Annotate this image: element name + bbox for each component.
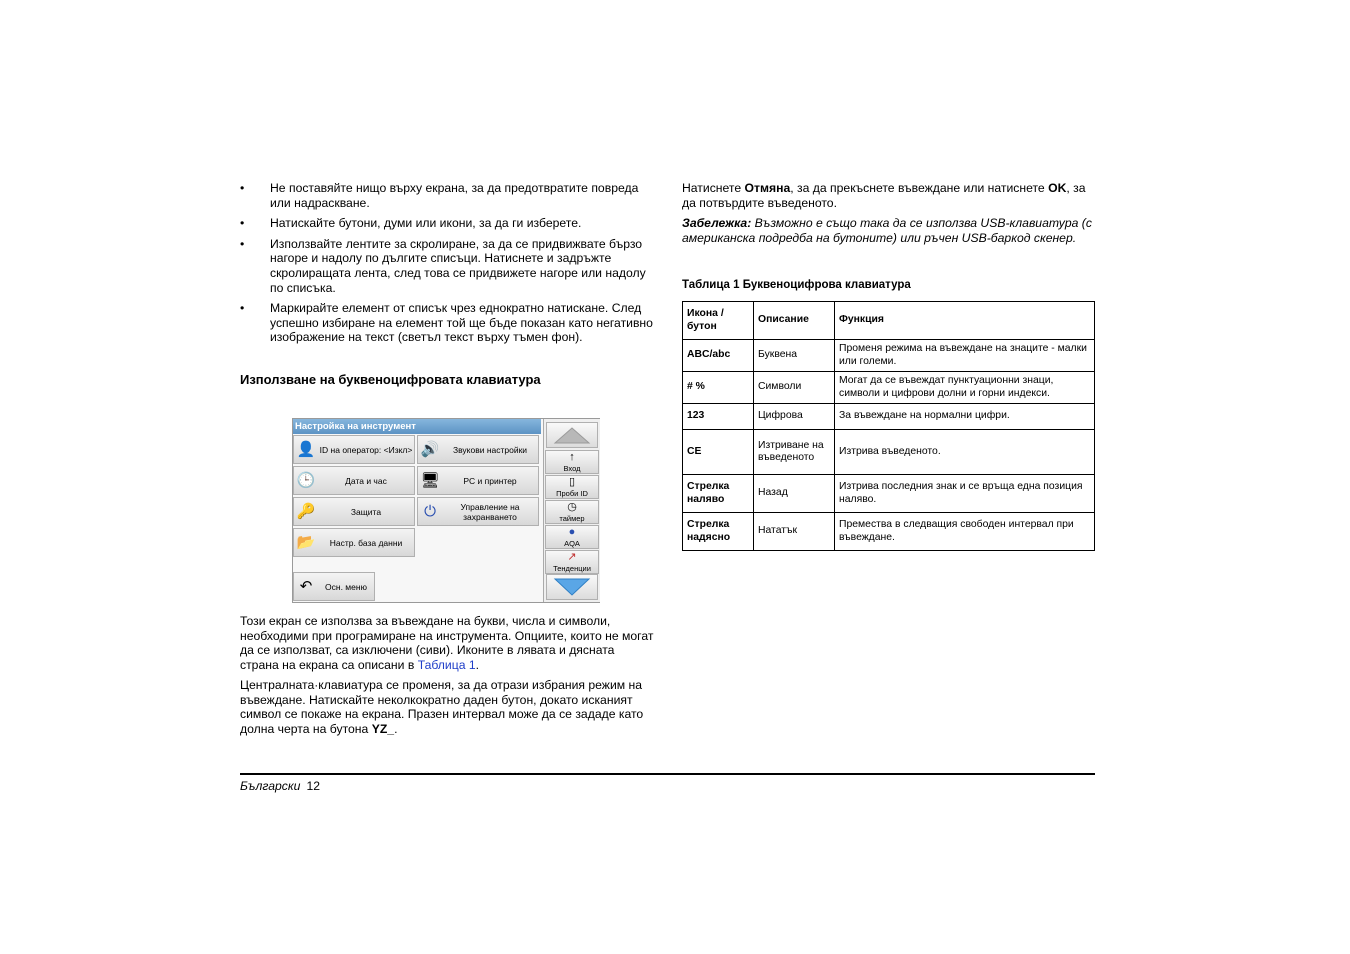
table-row: CE Изтриване на въведеното Изтрива въведеното.: [683, 430, 1095, 475]
footer-rule: [240, 773, 1095, 775]
bullet-list: [240, 181, 655, 351]
timer-icon: ◷: [567, 501, 577, 513]
table-row: 123 Цифрова За въвеждане на нормални цифри.: [683, 404, 1095, 430]
sample-id-button[interactable]: [545, 475, 599, 499]
back-button-label: Осн. меню: [325, 581, 367, 592]
table-row: Стрелка наляво Назад Изтрива последния знак и се връща една позиция наляво.: [683, 475, 1095, 513]
main-menu-button[interactable]: [293, 572, 375, 601]
arrow-down-icon: [547, 575, 597, 599]
tile-database-settings[interactable]: [293, 528, 415, 557]
page-number: 12: [306, 779, 320, 793]
table-header-row: [683, 302, 1095, 340]
table-row: # % Символи Могат да се въвеждат пунктуационни знаци, символи и цифрови долни и горни индекси.: [683, 372, 1095, 404]
clock-calendar-icon: 🕒: [296, 471, 316, 489]
login-button[interactable]: [545, 450, 599, 474]
scroll-down-button[interactable]: [546, 574, 598, 600]
paragraph-cancel-ok: Натиснете Отмяна, за да прекъснете въвеждане или натиснете OK, за да потвърдите въведеното.: [682, 181, 1086, 210]
scroll-up-button[interactable]: [546, 422, 598, 448]
list-item: • Натискайте бутони, думи или икони, за да ги изберете.: [240, 216, 582, 231]
arrow-up-icon: [547, 423, 597, 447]
side-button-label: AQA: [564, 539, 580, 548]
trends-button[interactable]: [545, 550, 599, 574]
screen-title: Настройка на инструмент: [293, 419, 541, 434]
tile-power-management[interactable]: [417, 497, 539, 526]
tile-pc-printer[interactable]: [417, 466, 539, 495]
tile-label: Управление на захранването: [460, 501, 520, 522]
tile-label: Защита: [350, 506, 382, 517]
footer: [240, 779, 320, 793]
tile-label: Дата и час: [345, 475, 387, 486]
side-button-label: Проби ID: [556, 489, 588, 498]
tile-sound-settings[interactable]: [417, 435, 539, 464]
operator-icon: 👤: [296, 440, 316, 458]
list-item: • Маркирайте елемент от списък чрез еднократно натискане. След успешно избиране на елемент той ще бъде показан като негативно изображение на текст (светъл текст върху тъмен фон).: [240, 301, 653, 345]
power-clock-icon: ⏻: [424, 502, 436, 520]
table-row: Стрелка надясно Нататък Премества в следващия свободен интервал при въвеждане.: [683, 513, 1095, 551]
timer-button[interactable]: [545, 500, 599, 524]
speaker-icon: 🔊: [420, 440, 440, 458]
note-label: Забележка:: [682, 216, 752, 230]
section-heading: Използване на буквеноцифровата клавиатура: [240, 372, 541, 387]
tile-label: PC и принтер: [463, 475, 517, 486]
table-caption: Таблица 1 Буквеноцифрова клавиатура: [682, 279, 911, 291]
aqa-icon: ●: [568, 526, 576, 538]
side-button-label: таймер: [559, 514, 585, 523]
pc-printer-icon: 🖥: [420, 471, 440, 489]
aqa-button[interactable]: [545, 525, 599, 549]
table-row: ABC/abc Буквена Променя режима на въвеждане на знаците - малки или големи.: [683, 340, 1095, 372]
tile-label: Звукови настройки: [452, 444, 528, 455]
paragraph-screen-description: Този екран се използва за въвеждане на букви, числа и символи, необходими при програмиране на инструмента. Опциите, които не могат да се използват, са изключени (сиви). Иконите в лявата и дясната страна на екрана са описани в Таблица 1.: [240, 614, 654, 672]
back-arrow-icon: ↶: [299, 577, 313, 595]
login-icon: ↑: [569, 451, 575, 463]
sample-id-icon: ▯: [568, 476, 576, 488]
paragraph-keyboard-modes: Централната·клавиатура се променя, за да отрази избрания режим на въвеждане. Натискайте неколкократно даден бутон, докато исканият символ се покаже на екрана. Празен интервал може да се зададе като долна черта на бутона YZ_.: [240, 678, 644, 736]
side-toolbar: [543, 419, 600, 602]
tile-label: Настр. база данни: [329, 537, 403, 548]
column-header: Функция: [835, 302, 1095, 340]
list-item: • Използвайте лентите за скролиране, за да се придвижвате бързо нагоре и надолу по дългите списъци. Натиснете и задръжте скролиращата лента, след това се придвижете нагоре или надолу по списъка.: [240, 236, 646, 295]
column-header: Икона / бутон: [683, 302, 754, 340]
tile-security[interactable]: [293, 497, 415, 526]
keyboard-table: [682, 301, 1095, 551]
note-paragraph: Забележка: Възможно е също така да се използва USB-клавиатура (с американска подредба на бутоните) или ръчен USB-баркод скенер.: [682, 216, 1092, 245]
key-icon: 🔑: [296, 502, 316, 520]
tile-label: ID на оператор: <Изкл>: [319, 444, 413, 455]
folder-icon: 📂: [296, 533, 316, 551]
column-header: Описание: [754, 302, 835, 340]
tile-operator-id[interactable]: [293, 435, 415, 464]
footer-language: Български: [240, 779, 301, 793]
trends-icon: ↗: [567, 551, 577, 563]
list-item: • Не поставяйте нищо върху екрана, за да предотвратите повреда или надраскване.: [240, 181, 639, 210]
instrument-screen: [292, 418, 600, 603]
tile-date-time[interactable]: [293, 466, 415, 495]
side-button-label: Вход: [563, 464, 581, 473]
side-button-label: Тенденции: [553, 564, 591, 573]
table-1-link[interactable]: Таблица 1: [417, 657, 476, 672]
